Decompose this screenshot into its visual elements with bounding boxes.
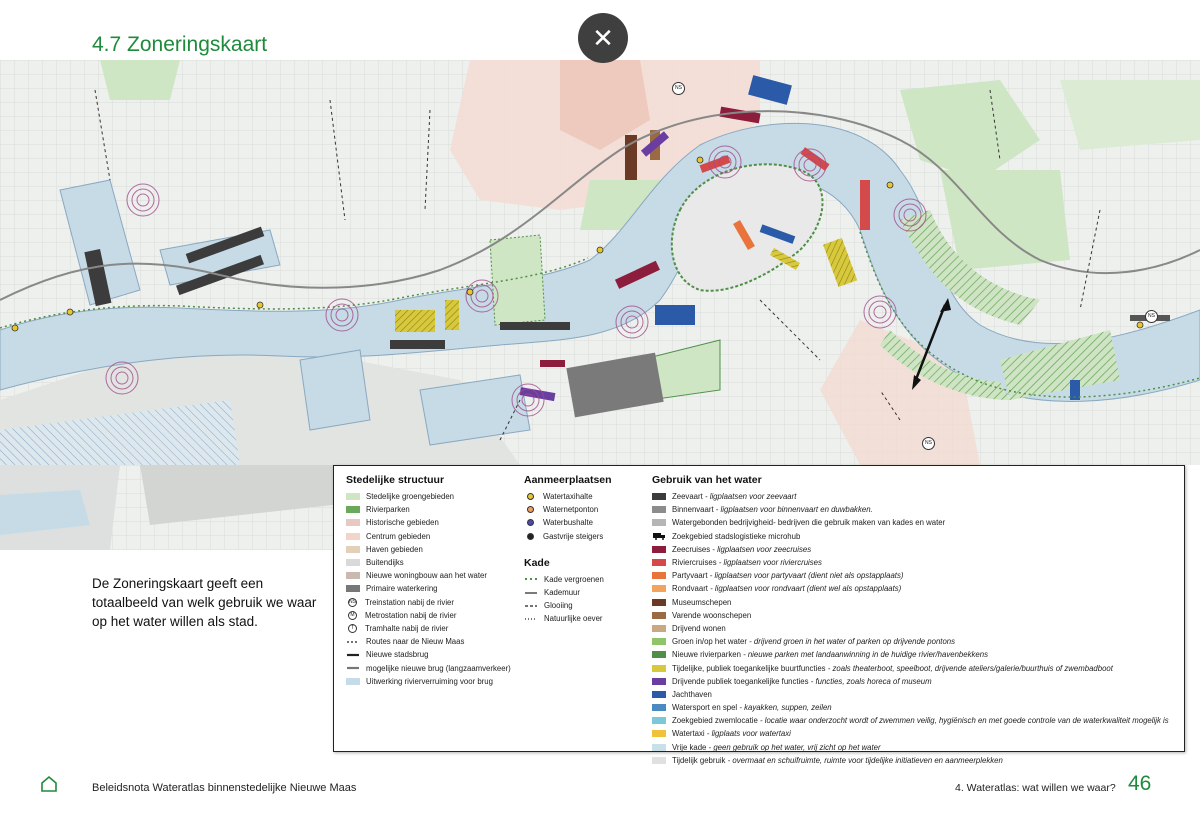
legend-item xyxy=(652,741,1182,754)
legend-label: Primaire waterkering xyxy=(366,584,438,594)
mooring-icon xyxy=(527,519,534,526)
legend-swatch xyxy=(652,506,666,513)
legend-item xyxy=(652,609,1182,622)
legend-label: Zoekgebied zwemlocatie - locatie waar onderzocht wordt of zwemmen veilig, hygiënisch en met goede controle van de waterkwaliteit mogelijk is xyxy=(672,716,1169,726)
legend-line-symbol xyxy=(346,651,360,659)
chapter-title: 4. Wateratlas: wat willen we waar? xyxy=(955,782,1116,794)
legend-label: Riviercruises - ligplaatsen voor riviercruises xyxy=(672,558,822,568)
legend-label: Metrostation nabij de rivier xyxy=(365,610,457,620)
legend-label: Tijdelijk gebruik - overmaat en schuifruimte, ruimte voor tijdelijke initiatieven en aanmeerplekken xyxy=(672,755,1003,765)
legend-label: Partyvaart - ligplaatsen voor partyvaart (dient niet als opstapplaats) xyxy=(672,571,904,581)
mooring-icon xyxy=(527,506,534,513)
legend-label: Watertaxi - ligplaats voor watertaxi xyxy=(672,729,791,739)
legend-label: Natuurlijke oever xyxy=(544,614,603,624)
legend-swatch xyxy=(652,665,666,672)
legend-swatch xyxy=(652,691,666,698)
legend-swatch xyxy=(652,678,666,685)
legend-swatch xyxy=(346,585,360,592)
legend-label: Drijvende publiek toegankelijke functies - functies, zoals horeca of museum xyxy=(672,676,932,686)
legend-item xyxy=(346,569,526,582)
legend-swatch xyxy=(652,559,666,566)
legend-label: Centrum gebieden xyxy=(366,531,431,541)
legend-item xyxy=(346,596,526,609)
legend-item xyxy=(346,490,526,503)
legend-swatch xyxy=(652,493,666,500)
legend-line-symbol xyxy=(524,589,538,597)
legend-stedelijke-structuur xyxy=(346,474,526,688)
legend-item xyxy=(652,675,1182,688)
legend-label: Watertaxihalte xyxy=(543,492,593,502)
zoning-map[interactable] xyxy=(0,60,1200,465)
legend-line-symbol xyxy=(346,638,360,646)
legend-item xyxy=(346,503,526,516)
legend-item xyxy=(524,530,649,543)
legend-label: Zoekgebied stadslogistieke microhub xyxy=(672,531,801,541)
legend-section-title: Kade xyxy=(524,556,550,569)
legend-swatch xyxy=(652,757,666,764)
zoning-map-graphic xyxy=(0,60,1200,465)
station-icon: NS xyxy=(349,599,356,606)
legend-item xyxy=(346,635,526,648)
legend-label: Museumschepen xyxy=(672,597,732,607)
legend-label: Gastvrije steigers xyxy=(543,531,604,541)
legend-item xyxy=(346,530,526,543)
legend-swatch xyxy=(346,559,360,566)
legend-swatch xyxy=(652,585,666,592)
legend-label: Watergebonden bedrijvigheid- bedrijven die gebruik maken van kades en water xyxy=(672,518,946,528)
mooring-icon xyxy=(527,493,534,500)
legend-swatch xyxy=(652,599,666,606)
legend-swatch xyxy=(346,678,360,685)
intro-text: De Zoneringskaart geeft een totaalbeeld van welk gebruik we waar op het water willen als stad. xyxy=(92,576,317,629)
station-icon: T xyxy=(348,624,357,633)
legend-item xyxy=(652,635,1182,648)
document-title: Beleidsnota Wateratlas binnenstedelijke Nieuwe Maas xyxy=(92,782,357,794)
legend-section-title: Aanmeerplaatsen xyxy=(524,474,612,486)
legend-label: Vrije kade - geen gebruik op het water, vrij zicht op het water xyxy=(672,742,881,752)
legend-line-symbol xyxy=(524,615,538,623)
legend-item xyxy=(652,661,1182,674)
legend-item xyxy=(524,586,649,599)
page-title: 4.7 Zoneringskaart xyxy=(92,33,268,56)
train-station-icon: NS xyxy=(672,82,685,95)
legend-label: Waterbushalte xyxy=(543,518,593,528)
legend-item xyxy=(652,490,1182,503)
legend-item xyxy=(346,622,526,635)
legend-swatch xyxy=(652,625,666,632)
legend-label: Nieuwe woningbouw aan het water xyxy=(366,571,487,581)
legend-item xyxy=(652,530,1182,543)
station-icon: M xyxy=(348,611,357,620)
legend-label: Zeevaart - ligplaatsen voor zeevaart xyxy=(672,492,797,502)
legend-item xyxy=(524,490,649,503)
map-lower-area xyxy=(0,465,333,550)
legend-swatch xyxy=(652,638,666,645)
legend-label: Tramhalte nabij de rivier xyxy=(365,623,449,633)
legend-item xyxy=(524,612,649,625)
legend-item xyxy=(346,582,526,595)
legend-line-symbol xyxy=(524,575,538,583)
legend-label: Nieuwe rivierparken - nieuwe parken met landaanwinning in de huidige rivier/havenbekkens xyxy=(672,650,988,660)
legend-swatch xyxy=(652,744,666,751)
legend-label: Tijdelijke, publiek toegankelijke buurtfuncties - zoals theaterboot, speelboot, drijvende ateliers/galerie/buurthuis of zwembadboot xyxy=(672,663,1113,673)
legend-item xyxy=(652,596,1182,609)
legend-swatch xyxy=(346,519,360,526)
legend-item xyxy=(652,516,1182,529)
legend-section-title: Stedelijke structuur xyxy=(346,474,445,486)
legend-swatch xyxy=(346,546,360,553)
legend-swatch xyxy=(346,506,360,513)
legend-item xyxy=(524,599,649,612)
legend-label: mogelijke nieuwe brug (langzaamverkeer) xyxy=(366,663,511,673)
legend-label: Binnenvaart - ligplaatsen voor binnenvaart en duwbakken. xyxy=(672,505,873,515)
legend-item xyxy=(652,503,1182,516)
train-station-icon: NS xyxy=(1145,310,1158,323)
legend-swatch xyxy=(652,612,666,619)
legend-label: Uitwerking rivierverruiming voor brug xyxy=(366,676,493,686)
legend-label: Rivierparken xyxy=(366,505,410,515)
legend-item xyxy=(346,543,526,556)
legend-label: Nieuwe stadsbrug xyxy=(366,650,429,660)
legend-label: Varende woonschepen xyxy=(672,610,752,620)
legend-label: Routes naar de Nieuw Maas xyxy=(366,637,465,647)
legend-swatch xyxy=(652,546,666,553)
mooring-icon xyxy=(527,533,534,540)
legend-swatch xyxy=(652,704,666,711)
legend-item xyxy=(346,556,526,569)
legend-item xyxy=(346,661,526,674)
legend-label: Stedelijke groengebieden xyxy=(366,492,455,502)
legend-item xyxy=(652,714,1182,727)
legend-item xyxy=(652,582,1182,595)
legend-item xyxy=(652,701,1182,714)
map-legend xyxy=(333,465,1185,765)
legend-item xyxy=(652,648,1182,661)
legend-item xyxy=(524,516,649,529)
legend-section-title: Gebruik van het water xyxy=(652,474,762,486)
legend-label: Groen in/op het water - drijvend groen in het water of parken op drijvende pontons xyxy=(672,637,956,647)
legend-item xyxy=(652,556,1182,569)
legend-label: Historische gebieden xyxy=(366,518,439,528)
legend-label: Kade vergroenen xyxy=(544,574,604,584)
legend-item xyxy=(652,622,1182,635)
legend-swatch xyxy=(652,730,666,737)
legend-item xyxy=(524,573,649,586)
legend-item xyxy=(652,543,1182,556)
legend-label: Drijvend wonen xyxy=(672,623,726,633)
close-button[interactable] xyxy=(578,13,628,63)
legend-label: Kademuur xyxy=(544,588,580,598)
legend-item xyxy=(346,609,526,622)
legend-item xyxy=(346,648,526,661)
legend-item xyxy=(652,727,1182,740)
legend-label: Rondvaart - ligplaatsen voor rondvaart (dient wel als opstapplaats) xyxy=(672,584,902,594)
legend-swatch xyxy=(652,572,666,579)
close-icon: ✕ xyxy=(592,23,614,53)
page-number: 46 xyxy=(1128,772,1152,795)
legend-item xyxy=(346,675,526,688)
legend-label: Treinstation nabij de rivier xyxy=(365,597,454,607)
legend-line-symbol xyxy=(346,664,360,672)
legend-label: Jachthaven xyxy=(672,689,712,699)
legend-item xyxy=(652,688,1182,701)
legend-label: Watersport en spel - kayakken, suppen, zeilen xyxy=(672,703,832,713)
legend-label: Haven gebieden xyxy=(366,544,423,554)
legend-aanmeerplaatsen xyxy=(524,474,649,626)
legend-swatch xyxy=(652,717,666,724)
legend-item xyxy=(652,754,1182,767)
legend-gebruik-water xyxy=(652,474,1182,767)
legend-swatch xyxy=(652,651,666,658)
legend-item xyxy=(652,569,1182,582)
legend-swatch xyxy=(652,519,666,526)
legend-label: Glooiing xyxy=(544,601,573,611)
legend-line-symbol xyxy=(524,602,538,610)
legend-label: Waternetponton xyxy=(543,505,599,515)
legend-swatch xyxy=(346,533,360,540)
legend-item xyxy=(346,516,526,529)
legend-label: Zeecruises - ligplaatsen voor zeecruises xyxy=(672,544,812,554)
legend-item xyxy=(524,503,649,516)
truck-icon xyxy=(652,532,666,540)
legend-label: Buitendijks xyxy=(366,558,404,568)
legend-swatch xyxy=(346,493,360,500)
train-station-icon: NS xyxy=(922,437,935,450)
home-icon[interactable] xyxy=(40,775,58,793)
legend-swatch xyxy=(346,572,360,579)
